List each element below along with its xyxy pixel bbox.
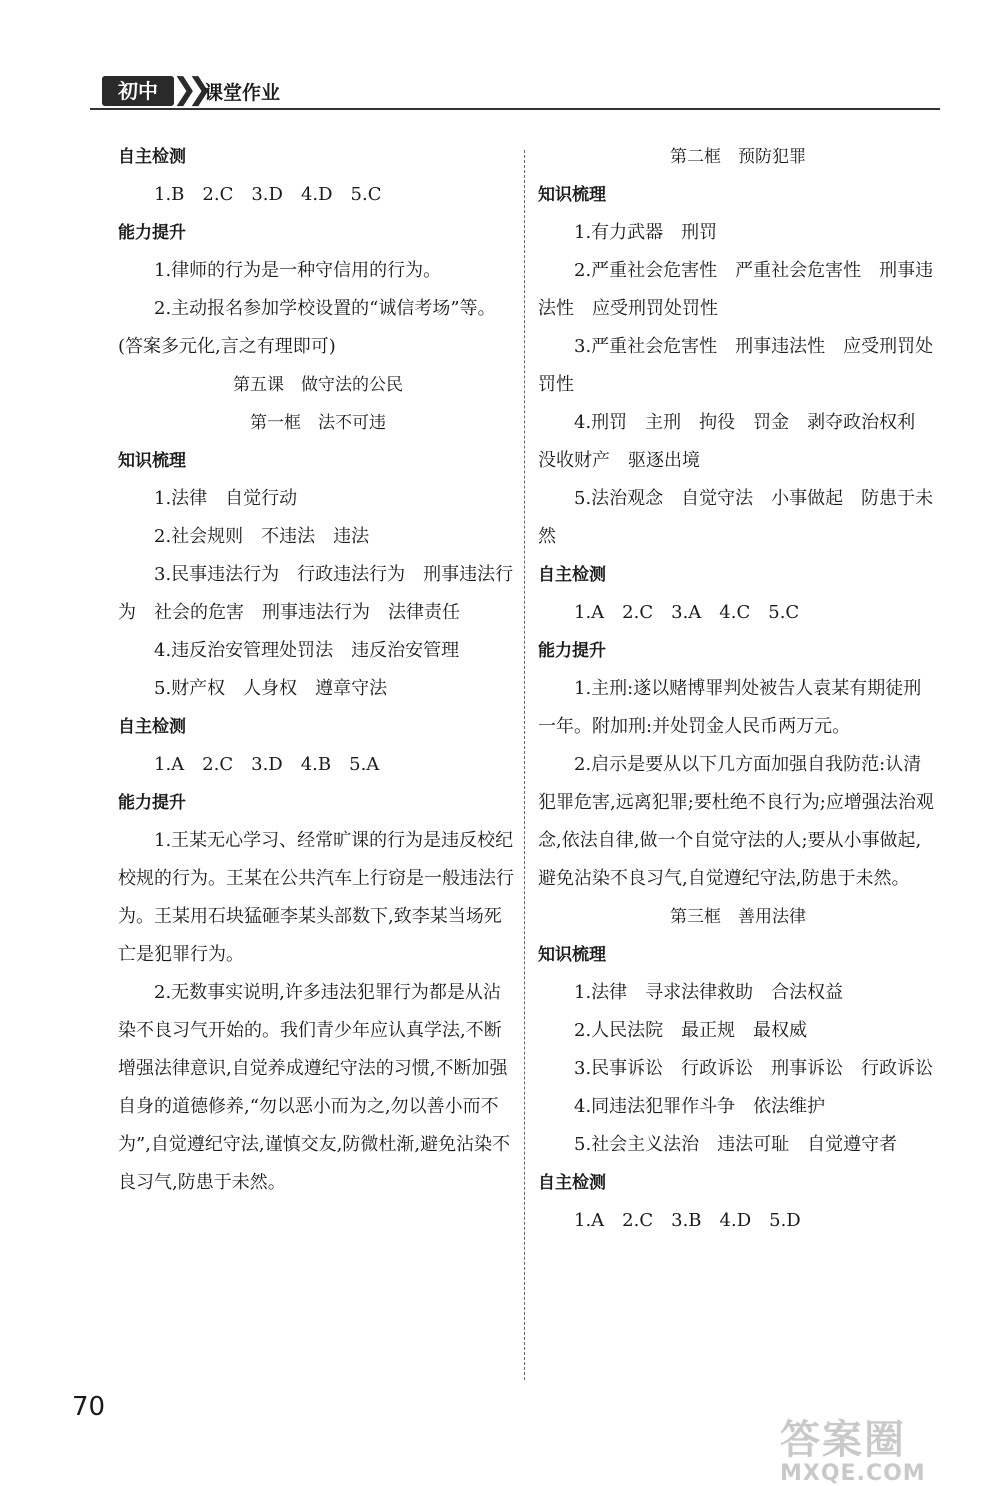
section-heading: 知识梳理 — [118, 451, 186, 471]
answer-line: 2.人民法院 最正规 最权威 — [574, 1020, 808, 1041]
answer-line: 2.主动报名参加学校设置的“诚信考场”等。(答案多元化,言之有理即可) — [118, 298, 496, 357]
section-heading: 能力提升 — [118, 793, 186, 813]
left-column — [118, 138, 518, 1202]
watermark-url: MXQE.COM — [780, 1461, 926, 1486]
answer-line: 1.律师的行为是一种守信用的行为。 — [154, 260, 442, 281]
page-header — [92, 72, 940, 112]
section-heading: 能力提升 — [118, 223, 186, 243]
answer-line: 1.王某无心学习、经常旷课的行为是违反校纪校规的行为。王某在公共汽车上行窃是一般违法行为。王某用石块猛砸李某头部数下,致李某当场死亡是犯罪行为。 — [118, 830, 514, 965]
answer-line: 4.刑罚 主刑 拘役 罚金 剥夺政治权利 没收财产 驱逐出境 — [538, 412, 934, 471]
answer-line: 5.法治观念 自觉守法 小事做起 防患于未然 — [538, 488, 934, 547]
section-heading: 自主检测 — [118, 147, 186, 167]
answer-line: 5.财产权 人身权 遵章守法 — [154, 678, 388, 699]
answer-line: 2.启示是要从以下几方面加强自我防范:认清犯罪危害,远离犯罪;要杜绝不良行为;应增强法治观念,依法自律,做一个自觉守法的人;要从小事做起,避免沾染不良习气,自觉遵纪守法,防患于未然。 — [538, 754, 934, 889]
series-title: 课堂作业 — [204, 82, 281, 104]
answer-line: 3.严重社会危害性 刑事违法性 应受刑罚处罚性 — [538, 336, 934, 395]
answer-line: 3.民事诉讼 行政诉讼 刑事诉讼 行政诉讼 — [574, 1058, 934, 1079]
answer-line: 1.B 2.C 3.D 4.D 5.C — [154, 184, 382, 205]
section-heading: 自主检测 — [538, 565, 606, 585]
page-number: 70 — [72, 1392, 106, 1422]
lesson-title: 第五课 做守法的公民 — [233, 375, 403, 395]
answer-line: 1.A 2.C 3.B 4.D 5.D — [574, 1210, 801, 1231]
watermark — [780, 1408, 960, 1486]
section-heading: 知识梳理 — [538, 945, 606, 965]
answer-line: 5.社会主义法治 违法可耻 自觉遵守者 — [574, 1134, 898, 1155]
answer-line: 1.主刑:遂以赌博罪判处被告人袁某有期徒刑一年。附加刑:并处罚金人民币两万元。 — [538, 678, 922, 737]
right-column — [538, 138, 938, 1240]
lesson-title: 第一框 法不可违 — [250, 413, 386, 433]
column-divider — [524, 150, 525, 1380]
lesson-title: 第三框 善用法律 — [670, 907, 806, 927]
answer-line: 1.A 2.C 3.D 4.B 5.A — [154, 754, 380, 775]
answer-line: 2.社会规则 不违法 违法 — [154, 526, 370, 547]
double-chevron-icon: ❯❯ — [172, 72, 203, 107]
answer-line: 1.法律 寻求法律救助 合法权益 — [574, 982, 844, 1003]
answer-line: 1.法律 自觉行动 — [154, 488, 298, 509]
section-heading: 自主检测 — [118, 717, 186, 737]
section-heading: 能力提升 — [538, 641, 606, 661]
answer-line: 1.A 2.C 3.A 4.C 5.C — [574, 602, 800, 623]
answer-line: 2.严重社会危害性 严重社会危害性 刑事违法性 应受刑罚处罚性 — [538, 260, 934, 319]
answer-line: 4.违反治安管理处罚法 违反治安管理 — [154, 640, 460, 661]
answer-line: 3.民事违法行为 行政违法行为 刑事违法行为 社会的危害 刑事违法行为 法律责任 — [118, 564, 514, 623]
section-heading: 自主检测 — [538, 1173, 606, 1193]
watermark-logo: 答案圈 — [780, 1417, 906, 1463]
answer-line: 4.同违法犯罪作斗争 依法维护 — [574, 1096, 826, 1117]
answer-line: 2.无数事实说明,许多违法犯罪行为都是从沾染不良习气开始的。我们青少年应认真学法,不断增强法律意识,自觉养成遵纪守法的习惯,不断加强自身的道德修养,“勿以恶小而为之,勿以善小而不为”,自觉遵纪守法,谨慎交友,防微杜渐,避免沾染不良习气,防患于未然。 — [118, 982, 511, 1193]
level-badge: 初中 — [102, 76, 174, 106]
section-heading: 知识梳理 — [538, 185, 606, 205]
header-rule — [90, 108, 940, 110]
answer-line: 1.有力武器 刑罚 — [574, 222, 718, 243]
lesson-title: 第二框 预防犯罪 — [670, 147, 806, 167]
